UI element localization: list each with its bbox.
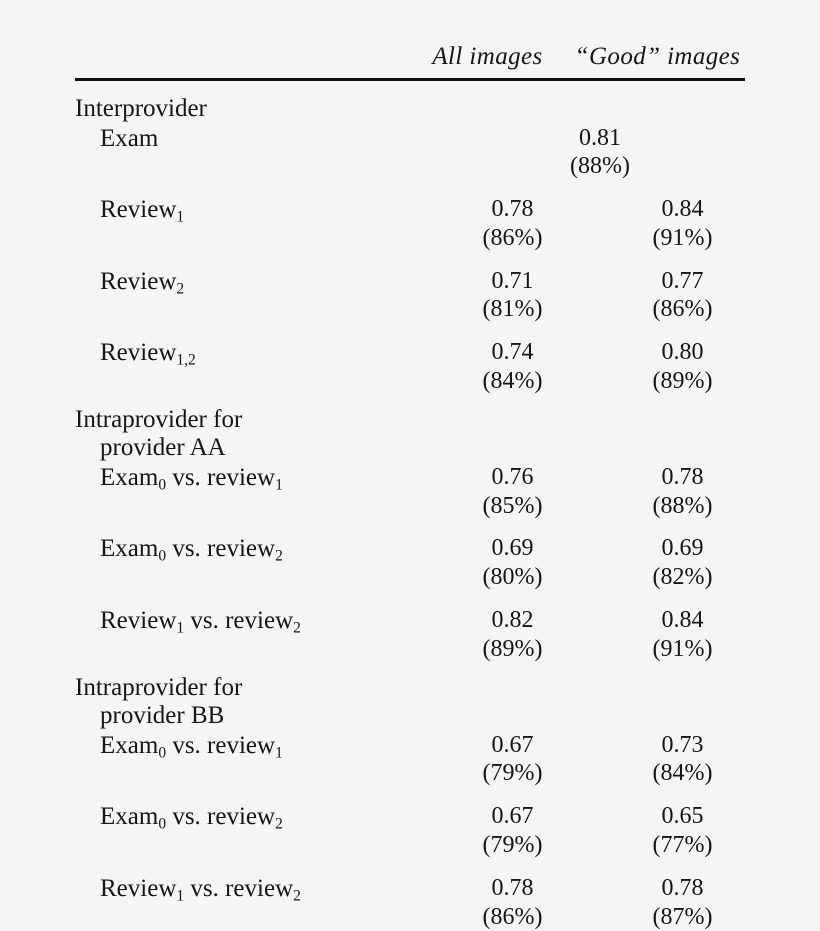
row-label-tail: vs. review <box>166 535 276 563</box>
row-values <box>430 874 770 931</box>
table-row <box>75 195 745 253</box>
row-label-subscript: 0 <box>158 547 167 565</box>
row-label-subscript: 2 <box>176 280 185 298</box>
agreement-percent-all-images: (89%) <box>482 635 543 662</box>
agreement-percent-all-images: (86%) <box>482 224 543 251</box>
row-gap <box>75 788 745 802</box>
column-header-all-images: All images <box>432 42 543 70</box>
kappa-value-all-images-cell <box>430 534 595 592</box>
kappa-value-all-images: 0.76 <box>491 463 534 490</box>
row-label <box>75 338 430 368</box>
agreement-percent-good-images: (82%) <box>652 564 713 591</box>
row-values <box>430 534 770 592</box>
table-row <box>75 124 745 182</box>
kappa-value-all-images: 0.71 <box>491 267 534 294</box>
kappa-value-spanning: 0.81 <box>579 124 621 151</box>
kappa-value-good-images: 0.78 <box>661 874 704 901</box>
kappa-value-all-images: 0.67 <box>491 803 534 830</box>
section-heading <box>75 95 745 124</box>
row-label <box>75 463 430 493</box>
row-label-subscript: 0 <box>158 476 167 494</box>
row-values <box>430 463 770 521</box>
kappa-value-good-images-cell <box>595 731 770 789</box>
row-label-main: Review <box>100 267 177 295</box>
section-heading-line1: Intraprovider for <box>75 673 243 701</box>
row-label-subscript-2: 2 <box>293 887 301 905</box>
kappa-value-spanning-cell <box>430 124 770 182</box>
kappa-value-all-images-cell <box>430 802 595 860</box>
row-label-subscript: 1 <box>176 208 185 226</box>
row-label-main: Exam <box>100 463 159 491</box>
kappa-value-all-images-cell <box>430 338 595 396</box>
agreement-percent-good-images: (84%) <box>652 760 713 787</box>
row-label-subscript-2: 2 <box>275 815 283 833</box>
kappa-value-good-images-cell <box>595 874 770 931</box>
table-header-row <box>75 28 745 70</box>
header-rule <box>75 78 745 81</box>
kappa-value-good-images: 0.69 <box>661 535 704 562</box>
agreement-percent-good-images: (91%) <box>652 635 713 662</box>
agreement-percent-good-images: (87%) <box>652 903 713 930</box>
agreement-percent-good-images: (77%) <box>652 832 713 859</box>
kappa-value-all-images: 0.78 <box>491 874 534 901</box>
kappa-value-all-images-cell <box>430 463 595 521</box>
row-label <box>75 534 430 564</box>
kappa-value-all-images: 0.74 <box>491 339 534 366</box>
table-body <box>75 95 745 931</box>
kappa-value-good-images: 0.65 <box>661 803 704 830</box>
section-heading <box>75 674 745 731</box>
table-row <box>75 731 745 789</box>
kappa-value-good-images-cell <box>595 267 770 325</box>
table-row <box>75 463 745 521</box>
kappa-value-good-images: 0.73 <box>661 731 704 758</box>
row-values <box>430 338 770 396</box>
section-gap <box>75 396 745 404</box>
row-label-main: Exam <box>100 803 159 831</box>
kappa-value-all-images: 0.67 <box>491 731 534 758</box>
row-label-subscript: 0 <box>158 743 167 761</box>
kappa-value-good-images: 0.80 <box>661 339 704 366</box>
row-label-main: Review <box>100 874 177 902</box>
row-label-subscript-2: 2 <box>293 619 301 637</box>
row-label-subscript: 1,2 <box>176 351 196 369</box>
row-label-main: Exam <box>100 731 159 759</box>
agreement-percent-all-images: (79%) <box>482 760 543 787</box>
row-label-subscript-2: 1 <box>275 476 283 494</box>
kappa-value-good-images: 0.84 <box>661 607 704 634</box>
row-label-subscript: 1 <box>176 887 185 905</box>
column-header-good-images: “Good” images <box>574 42 741 70</box>
kappa-value-all-images-cell <box>430 874 595 931</box>
table-row <box>75 338 745 396</box>
section-gap <box>75 664 745 672</box>
kappa-value-all-images: 0.69 <box>491 535 534 562</box>
row-label-main: Exam <box>100 535 159 563</box>
table-row <box>75 534 745 592</box>
row-label-main: Exam <box>100 124 159 152</box>
kappa-value-good-images-cell <box>595 802 770 860</box>
row-gap <box>75 860 745 874</box>
agreement-percent-all-images: (85%) <box>482 492 543 519</box>
row-gap <box>75 520 745 534</box>
row-values <box>430 802 770 860</box>
kappa-value-all-images: 0.82 <box>491 607 534 634</box>
row-label-main: Review <box>100 339 177 367</box>
agreement-statistics-table <box>75 28 745 931</box>
row-gap <box>75 592 745 606</box>
section-heading <box>75 406 745 463</box>
row-gap <box>75 324 745 338</box>
section-heading-line2: provider BB <box>100 702 225 730</box>
row-label-subscript: 1 <box>176 619 185 637</box>
section-heading-line1: Interprovider <box>75 95 207 122</box>
row-values <box>430 267 770 325</box>
agreement-percent-good-images: (88%) <box>652 492 713 519</box>
kappa-value-all-images-cell <box>430 731 595 789</box>
kappa-value-good-images-cell <box>595 606 770 664</box>
kappa-value-good-images: 0.84 <box>661 196 704 223</box>
row-label-tail: vs. review <box>184 607 294 635</box>
row-label-subscript: 0 <box>158 815 167 833</box>
row-label-main: Review <box>100 607 177 635</box>
kappa-value-good-images: 0.77 <box>661 267 704 294</box>
kappa-value-good-images-cell <box>595 463 770 521</box>
row-label-subscript-2: 2 <box>275 547 283 565</box>
row-values <box>430 606 770 664</box>
section-heading-line1: Intraprovider for <box>75 405 243 433</box>
row-values <box>430 195 770 253</box>
section-heading-line2: provider AA <box>100 434 226 462</box>
table-row <box>75 606 745 664</box>
row-label-tail: vs. review <box>166 463 276 491</box>
row-gap <box>75 253 745 267</box>
table-row <box>75 802 745 860</box>
row-label <box>75 606 430 636</box>
kappa-value-all-images-cell <box>430 195 595 253</box>
agreement-percent-all-images: (80%) <box>482 564 543 591</box>
kappa-value-all-images: 0.78 <box>491 196 534 223</box>
kappa-value-good-images-cell <box>595 534 770 592</box>
agreement-percent-spanning: (88%) <box>570 153 630 180</box>
kappa-value-all-images-cell <box>430 606 595 664</box>
row-label-tail: vs. review <box>166 803 276 831</box>
row-label-main: Review <box>100 196 177 224</box>
row-label <box>75 731 430 761</box>
agreement-percent-good-images: (86%) <box>652 296 713 323</box>
row-label-subscript-2: 1 <box>275 743 283 761</box>
agreement-percent-good-images: (89%) <box>652 368 713 395</box>
row-label-tail: vs. review <box>166 731 276 759</box>
row-gap <box>75 181 745 195</box>
agreement-percent-all-images: (81%) <box>482 296 543 323</box>
row-label <box>75 802 430 832</box>
kappa-value-good-images-cell <box>595 195 770 253</box>
agreement-percent-all-images: (79%) <box>482 832 543 859</box>
table-row <box>75 874 745 931</box>
row-values <box>430 731 770 789</box>
kappa-value-all-images-cell <box>430 267 595 325</box>
kappa-value-good-images: 0.78 <box>661 463 704 490</box>
row-label <box>75 267 430 297</box>
table-row <box>75 267 745 325</box>
row-label <box>75 874 430 904</box>
row-values <box>430 124 770 182</box>
kappa-value-good-images-cell <box>595 338 770 396</box>
agreement-percent-good-images: (91%) <box>652 224 713 251</box>
row-label <box>75 195 430 225</box>
row-label <box>75 124 430 154</box>
agreement-percent-all-images: (84%) <box>482 368 543 395</box>
row-label-tail: vs. review <box>184 874 294 902</box>
agreement-percent-all-images: (86%) <box>482 903 543 930</box>
